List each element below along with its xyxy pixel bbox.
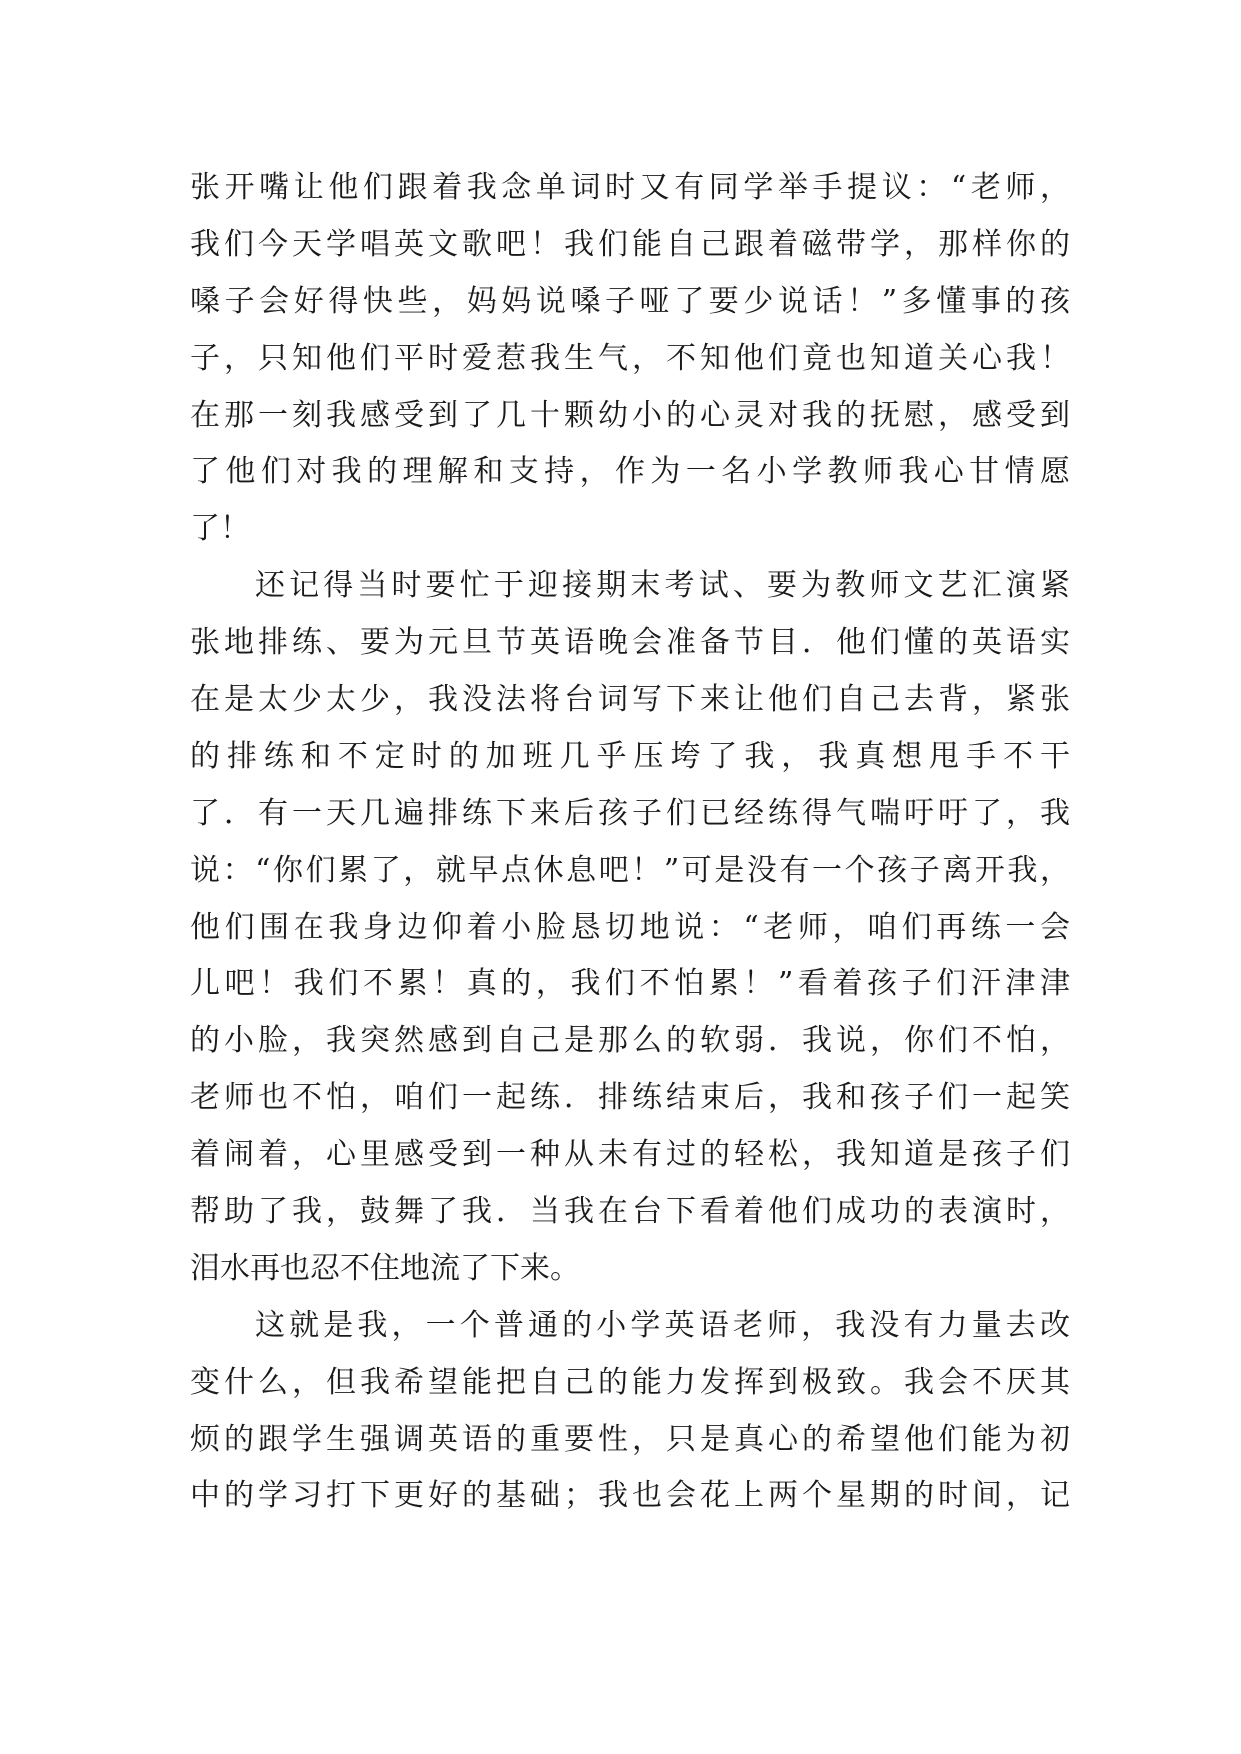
text-line: 他们围在我身边仰着小脸恳切地说：“老师，咱们再练一会: [190, 909, 1070, 945]
text-line: 嗓子会好得快些，妈妈说嗓子哑了要少说话！”多懂事的孩: [190, 283, 1070, 319]
text-line: 烦的跟学生强调英语的重要性，只是真心的希望他们能为初: [190, 1421, 1070, 1457]
text-line: 说：“你们累了，就早点休息吧！”可是没有一个孩子离开我，: [190, 852, 1070, 888]
text-line: 了．有一天几遍排练下来后孩子们已经练得气喘吁吁了，我: [190, 795, 1070, 831]
text-line: 着闹着，心里感受到一种从未有过的轻松，我知道是孩子们: [190, 1137, 1070, 1173]
text-line: 泪水再也忍不住地流了下来。: [190, 1250, 580, 1286]
text-line: 的小脸，我突然感到自己是那么的软弱．我说，你们不怕，: [190, 1023, 1070, 1059]
text-line: 变什么，但我希望能把自己的能力发挥到极致。我会不厌其: [190, 1364, 1070, 1400]
text-line: 子，只知他们平时爱惹我生气，不知他们竟也知道关心我！: [190, 340, 1070, 376]
text-line: 在那一刻我感受到了几十颗幼小的心灵对我的抚慰，感受到: [190, 397, 1070, 433]
text-line: 老师也不怕，咱们一起练．排练结束后，我和孩子们一起笑: [190, 1080, 1070, 1116]
text-line: 的排练和不定时的加班几乎压垮了我，我真想甩手不干: [190, 738, 1070, 774]
text-line: 中的学习打下更好的基础；我也会花上两个星期的时间，记: [190, 1478, 1070, 1514]
text-line: 我们今天学唱英文歌吧！我们能自己跟着磁带学，那样你的: [190, 226, 1070, 262]
text-line: 帮助了我，鼓舞了我．当我在台下看着他们成功的表演时，: [190, 1194, 1070, 1230]
text-line: 还记得当时要忙于迎接期末考试、要为教师文艺汇演紧: [255, 568, 1070, 604]
text-line: 了他们对我的理解和支持，作为一名小学教师我心甘情愿: [190, 454, 1070, 490]
text-line: 了！: [190, 511, 250, 547]
text-line: 这就是我，一个普通的小学英语老师，我没有力量去改: [255, 1307, 1070, 1343]
text-line: 在是太少太少，我没法将台词写下来让他们自己去背，紧张: [190, 682, 1070, 718]
text-line: 张开嘴让他们跟着我念单词时又有同学举手提议：“老师，: [190, 170, 1070, 205]
text-line: 儿吧！我们不累！真的，我们不怕累！”看着孩子们汗津津: [190, 966, 1070, 1002]
text-line: 张地排练、要为元旦节英语晚会准备节目．他们懂的英语实: [190, 625, 1070, 661]
document-body: [190, 160, 1070, 1525]
